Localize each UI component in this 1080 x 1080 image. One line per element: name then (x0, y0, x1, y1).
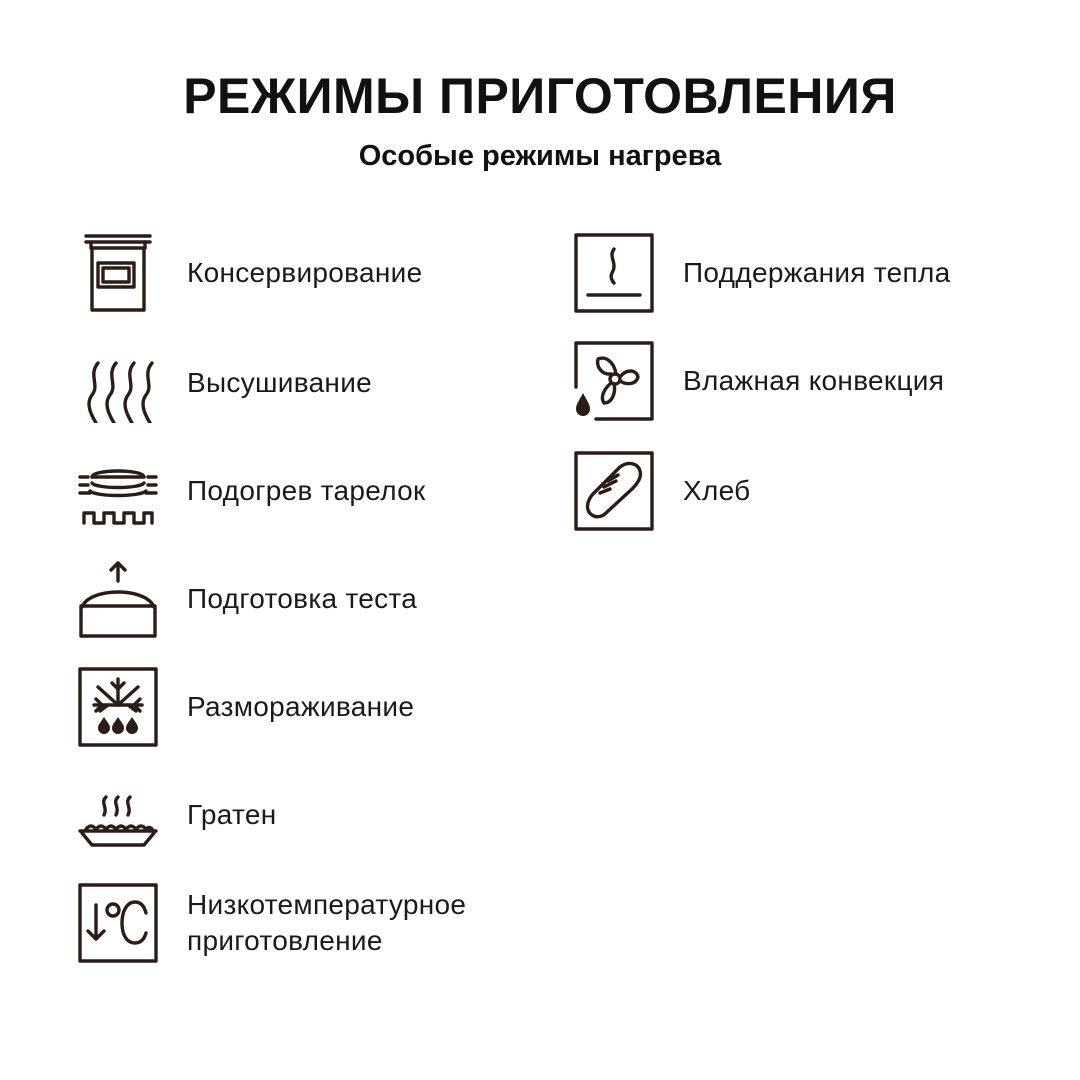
mode-plate-warming (78, 451, 426, 531)
bread-icon (574, 451, 654, 531)
mode-label: Поддержания тепла (683, 257, 951, 288)
mode-bread (574, 451, 751, 531)
mode-label: Подготовка теста (187, 583, 418, 614)
drying-waves-icon (78, 343, 158, 423)
mode-keep-warm (574, 233, 951, 313)
dough-proofing-icon (78, 559, 158, 639)
mode-moist-convection (574, 341, 944, 421)
mode-label-line1: Низкотемпературное (187, 889, 467, 920)
mode-label: Влажная конвекция (683, 365, 945, 396)
defrost-icon (78, 667, 158, 747)
keep-warm-icon (574, 233, 654, 313)
mode-label: Размораживание (187, 691, 415, 722)
page-subtitle: Особые режимы нагрева (358, 140, 722, 172)
gratin-icon (78, 775, 158, 855)
mode-dough-proofing (78, 559, 417, 639)
mode-canning (78, 233, 422, 313)
moist-convection-icon (574, 341, 654, 421)
mode-label: Гратен (187, 799, 277, 830)
canning-jar-icon (78, 233, 158, 313)
mode-low-temperature (78, 883, 466, 963)
page-title: РЕЖИМЫ ПРИГОТОВЛЕНИЯ (183, 68, 897, 124)
mode-drying (78, 343, 372, 423)
low-temperature-icon (78, 883, 158, 963)
plate-warming-icon (78, 451, 158, 531)
mode-label: Подогрев тарелок (187, 475, 426, 506)
mode-defrost (78, 667, 414, 747)
mode-label: Хлеб (683, 475, 751, 506)
mode-label-line2: приготовление (187, 925, 383, 956)
mode-label: Высушивание (187, 367, 373, 398)
mode-label (187, 887, 466, 959)
mode-label: Консервирование (187, 257, 423, 288)
mode-gratin (78, 775, 276, 855)
